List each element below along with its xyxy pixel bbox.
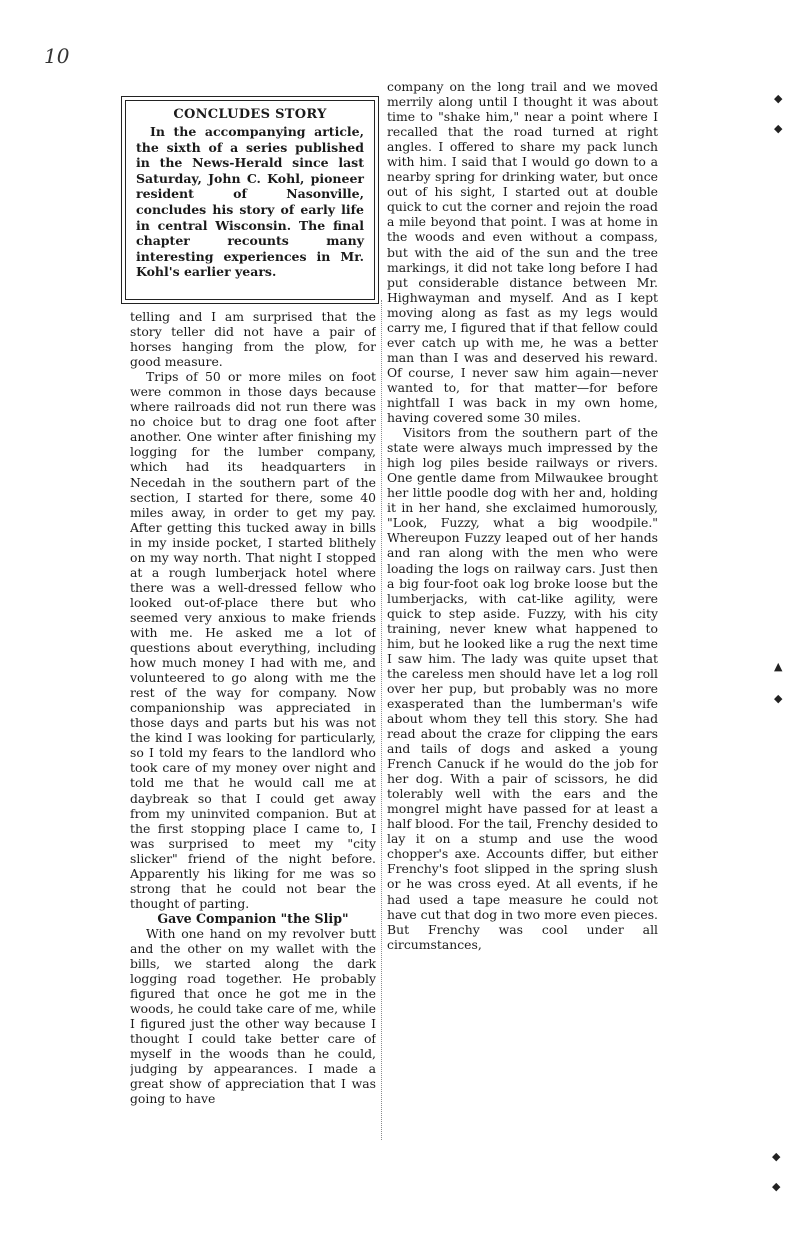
page-number: 10 (44, 44, 70, 68)
left-column (130, 309, 376, 1141)
right-paragraph-1: company on the long trail and we moved merrily along until I thought it was about time to "shake him," near a point where I recalled that the road turned at right angles. I offered to share my pack lunch with him. I said that I would go down to a nearby spring for drinking water, but once out of his sight, I started out at double quick to cut the corner and rejoin the road a mile beyond that point. I was at home in the woods and even without a compass, but with the aid of the sun and the tree markings, it did not take long before I had put considerable distance between Mr. Highwayman and myself. And as I kept moving along as fast as my legs would carry me, I figured that if that fellow could ever catch up with me, he was a better man than I was and deserved his reward. Of course, I never saw him again—never wanted to, for that matter—for before nightfall I was back in my own home, having covered some 30 miles. (387, 79, 658, 426)
right-column (387, 79, 658, 1141)
margin-mark-icon: ◆ (774, 92, 783, 105)
concludes-story-box (125, 100, 375, 300)
margin-mark-icon: ◆ (774, 692, 783, 705)
margin-mark-icon: ▲ (774, 660, 783, 673)
box-text: In the accompanying article, the sixth of a series published in the News-Herald since last Saturday, John C. Kohl, pioneer resident of Nasonville, concludes his story of early life in central Wisconsin. The final chapter recounts many interesting experiences in Mr. Kohl's earlier years. (136, 124, 364, 280)
column-divider (381, 300, 382, 1140)
left-paragraph-2: Trips of 50 or more miles on foot were common in those days because where railroads did not run there was no choice but to drag one foot after another. One winter after finishing my logging for the lumber company, which had its headquarters in Necedah in the southern part of the section, I started for there, some 40 miles away, in order to get my pay. After getting this tucked away in bills in my inside pocket, I started blithely on my way north. That night I stopped at a rough lumberjack hotel where there was a well-dressed fellow who looked out-of-place there but who seemed very anxious to make friends with me. He asked me a lot of questions about everything, including how much money I had with me, and volunteered to go along with me the rest of the way for company. Now companionship was appreciated in those days and parts but his was not the kind I was looking for particularly, so I told my fears to the landlord who took care of my money over night and told me that he would call me at daybreak so that I could get away from my uninvited companion. But at the first stopping place I came to, I was surprised to meet my "city slicker" friend of the night before. Apparently his liking for me was so strong that he could not bear the thought of parting. (130, 369, 376, 911)
right-paragraph-2: Visitors from the southern part of the state were always much impressed by the high log piles beside railways or rivers. One gentle dame from Milwaukee brought her little poodle dog with her and, holding it in her hand, she exclaimed humorously, "Look, Fuzzy, what a big woodpile." Whereupon Fuzzy leaped out of her hands and ran along with the men who were loading the logs on railway cars. Just then a big four-foot oak log broke loose but the lumberjacks, with cat-like agility, were quick to step aside. Fuzzy, with his city training, never knew what happened to him, but he looked like a rug the next time I saw him. The lady was quite upset that the careless men should have let a log roll over her pup, but probably was no more exasperated than the lumberman's wife about whom they tell this story. She had read about the craze for clipping the ears and tails of dogs and asked a young French Canuck if he would do the job for her dog. With a pair of scissors, he did tolerably well with the ears and the mongrel might have passed for at least a half blood. For the tail, Frenchy desided to lay it on a stump and use the wood chopper's axe. Accounts differ, but either Frenchy's foot slipped in the spring slush or he was cross eyed. At all events, if he had used a tape measure he could not have cut that dog in two more even pieces. But Frenchy was cool under all circumstances, (387, 425, 658, 952)
margin-mark-icon: ◆ (772, 1180, 781, 1193)
margin-mark-icon: ◆ (772, 1150, 781, 1163)
margin-mark-icon: ◆ (774, 122, 783, 135)
left-paragraph-3: With one hand on my revolver butt and the other on my wallet with the bills, we started along the dark logging road together. He probably figured that once he got me in the woods, he could take care of me, while I figured just the other way because I thought I could take better care of myself in the woods than he could, judging by appearances. I made a great show of appreciation that I was going to have (130, 925, 376, 1107)
subheading: Gave Companion "the Slip" (157, 910, 349, 926)
left-paragraph-1: telling and I am surprised that the story teller did not have a pair of horses hanging from the plow, for good measure. (130, 309, 376, 370)
box-heading: CONCLUDES STORY (173, 107, 327, 122)
